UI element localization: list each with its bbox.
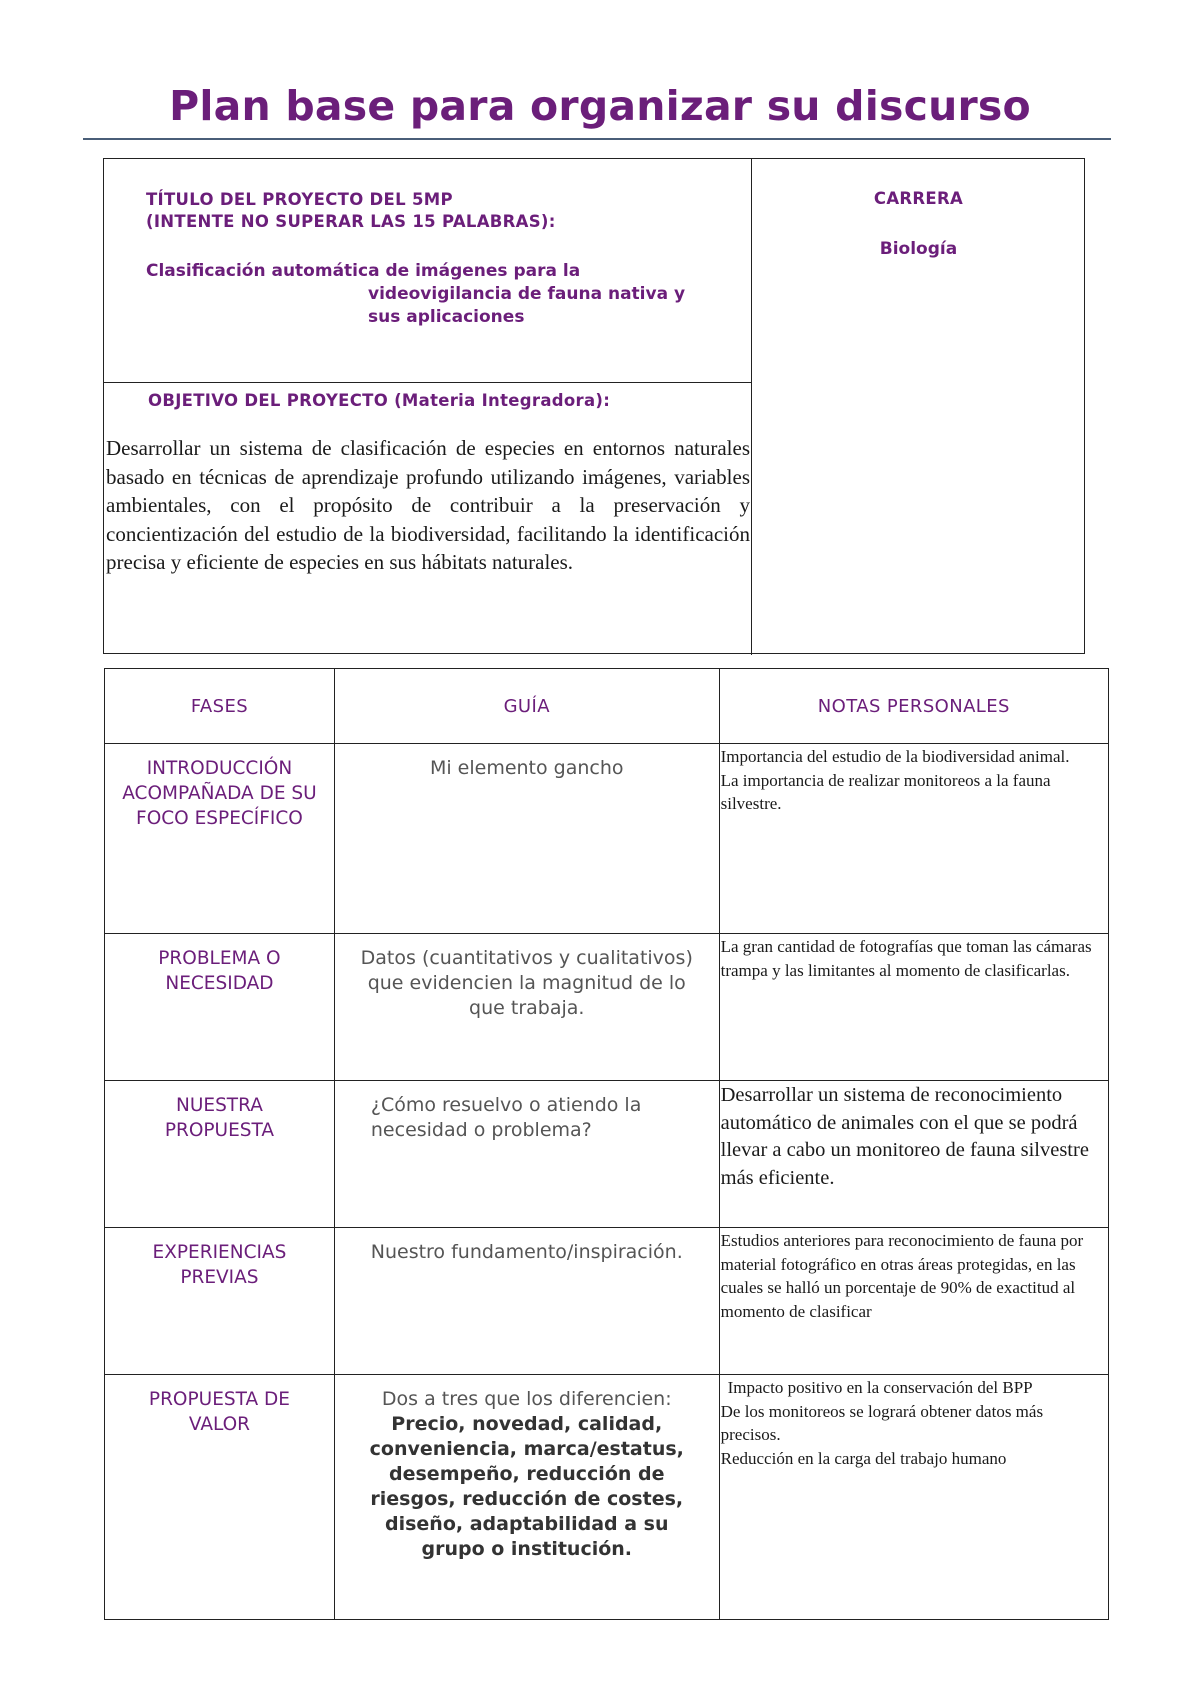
fase-cell: INTRODUCCIÓN ACOMPAÑADA DE SU FOCO ESPECÍFICO xyxy=(105,744,335,934)
phases-table xyxy=(104,668,1109,1620)
guia-cell: Datos (cuantitativos y cualitativos) que evidencien la magnitud de lo que trabaja. xyxy=(334,934,719,1081)
objective-text: Desarrollar un sistema de clasificación de especies en entornos naturales basado en técnicas de aprendizaje profundo utilizando imágenes, variables ambientales, con el propósito de contribuir a la preservación y concientización del estudio de la biodiversidad, facilitando la identificación precisa y eficiente de especies en sus hábitats naturales. xyxy=(106,436,750,574)
table-row xyxy=(105,1228,1109,1375)
header-guia: GUÍA xyxy=(334,669,719,744)
notas-cell xyxy=(719,744,1108,934)
project-title-label xyxy=(146,189,556,233)
project-objective-cell xyxy=(104,382,752,655)
notas-cell xyxy=(719,1228,1108,1375)
project-info-box xyxy=(103,158,1085,654)
nota-line: Impacto positivo en la conservación del BPP xyxy=(727,1378,1033,1397)
nota-line: La gran cantidad de fotografías que toman las cámaras trampa y las limitantes al momento de clasificarlas. xyxy=(720,937,1092,980)
guia-intro: Dos a tres que los diferencien: xyxy=(381,1388,672,1410)
career-value: Biología xyxy=(879,239,958,259)
nota-line: Importancia del estudio de la biodiversidad animal. xyxy=(720,747,1070,766)
guia-cell xyxy=(334,1375,719,1620)
guia-cell: ¿Cómo resuelvo o atiendo la necesidad o problema? xyxy=(334,1081,719,1228)
project-title-label-line-2: (INTENTE NO SUPERAR LAS 15 PALABRAS): xyxy=(146,212,556,231)
project-title-cell xyxy=(104,159,752,383)
notas-cell xyxy=(719,1081,1108,1228)
guia-bold-list: Precio, novedad, calidad, conveniencia, marca/estatus, desempeño, reducción de riesgos, reducción de costes, diseño, adaptabilidad a su grupo o institución. xyxy=(369,1413,684,1560)
project-title-line-2: videovigilancia de fauna nativa y xyxy=(368,284,686,304)
header-fases: FASES xyxy=(105,669,335,744)
guia-cell: Nuestro fundamento/inspiración. xyxy=(334,1228,719,1375)
table-row xyxy=(105,1081,1109,1228)
fase-cell: PROPUESTA DE VALOR xyxy=(105,1375,335,1620)
career-label: CARRERA xyxy=(873,189,964,208)
career-cell xyxy=(751,159,1086,655)
guia-cell: Mi elemento gancho xyxy=(334,744,719,934)
table-row xyxy=(105,1375,1109,1620)
title-divider xyxy=(83,138,1111,140)
nota-line: Reducción en la carga del trabajo humano xyxy=(720,1448,1007,1468)
fase-cell: NUESTRA PROPUESTA xyxy=(105,1081,335,1228)
nota-line: La importancia de realizar monitoreos a la fauna silvestre. xyxy=(720,770,1051,813)
notas-cell xyxy=(719,934,1108,1081)
fase-cell: EXPERIENCIAS PREVIAS xyxy=(105,1228,335,1375)
notas-cell xyxy=(719,1375,1108,1620)
objective-label: OBJETIVO DEL PROYECTO (Materia Integradora): xyxy=(148,391,611,410)
project-title-value xyxy=(146,260,746,329)
table-row xyxy=(105,934,1109,1081)
project-title-line-3: sus aplicaciones xyxy=(368,307,525,327)
project-title-line-1: Clasificación automática de imágenes para la xyxy=(146,261,581,281)
project-title-label-line-1: TÍTULO DEL PROYECTO DEL 5MP xyxy=(146,190,453,209)
page-title: Plan base para organizar su discurso xyxy=(169,82,1031,130)
nota-line: Estudios anteriores para reconocimiento de fauna por material fotográfico en otras áreas protegidas, en las cuales se halló un porcentaje de 90% de exactitud al momento de clasificar xyxy=(720,1231,1084,1321)
header-notas: NOTAS PERSONALES xyxy=(719,669,1108,744)
nota-line: De los monitoreos se logrará obtener datos más precisos. xyxy=(720,1401,1044,1444)
table-row xyxy=(105,744,1109,934)
fase-cell: PROBLEMA O NECESIDAD xyxy=(105,934,335,1081)
nota-line: Desarrollar un sistema de reconocimiento automático de animales con el que se podrá llevar a cabo un monitoreo de fauna silvestre más eficiente. xyxy=(720,1084,1089,1189)
table-header-row xyxy=(105,669,1109,744)
